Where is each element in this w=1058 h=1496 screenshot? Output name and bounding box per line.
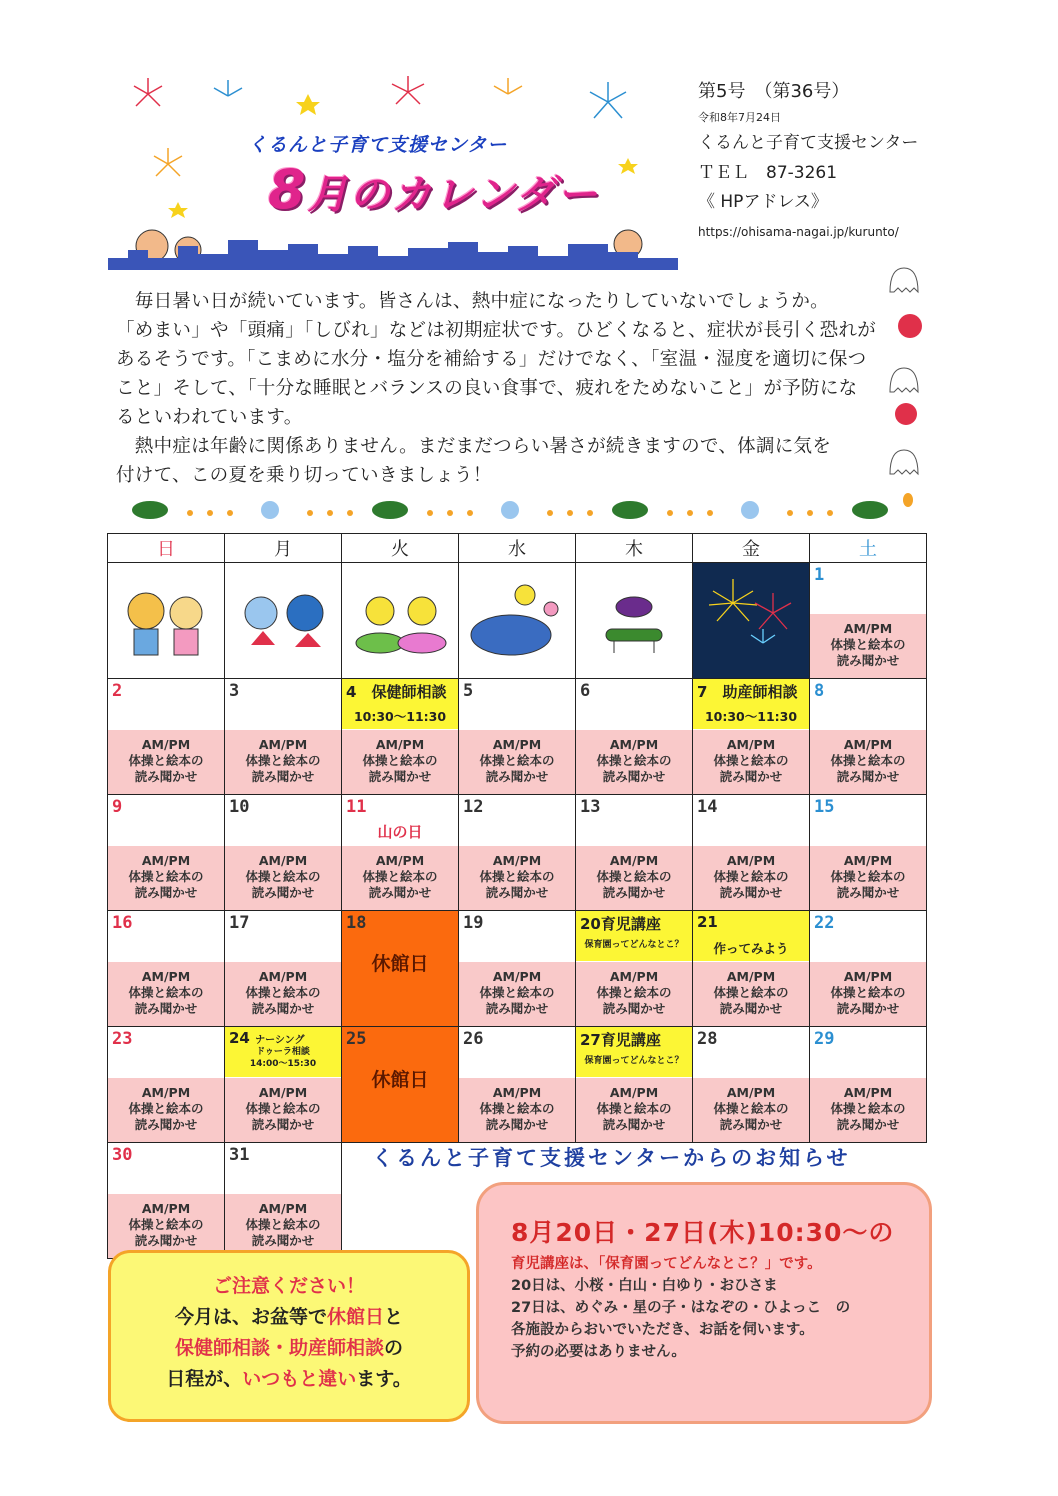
intro-line: こと」そして、「十分な睡眠とバランスの良い食事で、疲れをためないこと」が予防にな (116, 378, 858, 399)
night-fireworks-illustration (693, 563, 809, 678)
header-banner (108, 74, 678, 270)
weekday-thu: 木 (576, 534, 693, 563)
activity-block: AM/PM 体操と絵本の 読み聞かせ (225, 962, 341, 1026)
intro-line: あるそうです。「こまめに水分・塩分を補給する」だけでなく、「室温・湿度を適切に保つ (116, 349, 867, 370)
closed-day: 18 休館日 (342, 911, 458, 1026)
activity-block: AM/PM 体操と絵本の 読み聞かせ (459, 730, 575, 794)
parenting-course-notice: 8月20日・27日(木)10:30～の 育児講座は、「保育園ってどんなとこ？」です。 20日は、小桜・白山・白ゆり・おひさま 27日は、めぐみ・星の子・はなぞの・ひよっこ の 各施設からおいでいただき、お話を伺います。 予約の必要はありません。 (476, 1182, 932, 1424)
activity-block: AM/PM 体操と絵本の 読み聞かせ (108, 846, 224, 910)
eggplant-cucumber-illustration (582, 569, 686, 672)
mouse-penguin-illustration (231, 569, 335, 672)
weekday-mon: 月 (225, 534, 342, 563)
activity-block: AM/PM 体操と絵本の 読み聞かせ (225, 1194, 341, 1258)
illustration-cell (693, 563, 810, 679)
activity-block: AM/PM 体操と絵本の 読み聞かせ (342, 730, 458, 794)
day-cell[interactable]: 6 AM/PM 体操と絵本の 読み聞かせ (576, 679, 693, 795)
activity-block: AM/PM 体操と絵本の 読み聞かせ (576, 962, 692, 1026)
calendar-week (108, 1027, 927, 1143)
calendar-week (108, 679, 927, 795)
day-cell[interactable]: 23 AM/PM 体操と絵本の 読み聞かせ (108, 1027, 225, 1143)
day-cell[interactable]: 14 AM/PM 体操と絵本の 読み聞かせ (693, 795, 810, 911)
activity-block: AM/PM 体操と絵本の 読み聞かせ (108, 962, 224, 1026)
activity-block: AM/PM 体操と絵本の 読み聞かせ (108, 730, 224, 794)
day-cell[interactable]: 22 AM/PM 体操と絵本の 読み聞かせ (810, 911, 927, 1027)
activity-block: AM/PM 体操と絵本の 読み聞かせ (459, 846, 575, 910)
day-cell[interactable] (342, 679, 459, 795)
day-cell[interactable]: 30 AM/PM 体操と絵本の 読み聞かせ (108, 1143, 225, 1259)
weekday-sat: 土 (810, 534, 927, 563)
activity-block: AM/PM 体操と絵本の 読み聞かせ (810, 846, 926, 910)
org-name: くるんと子育て支援センター (698, 132, 919, 153)
weekday-tue: 火 (342, 534, 459, 563)
day-cell[interactable]: 19 AM/PM 体操と絵本の 読み聞かせ (459, 911, 576, 1027)
banner-title (268, 158, 599, 221)
weekday-wed: 水 (459, 534, 576, 563)
event-nurse-consult: 4 保健師相談 10:30～11:30 (342, 679, 458, 729)
day-cell[interactable]: 11 山の日 AM/PM 体操と絵本の 読み聞かせ (342, 795, 459, 911)
caution-line: 今月は、お盆等で休館日と (174, 1306, 404, 1328)
day-cell[interactable] (576, 1027, 693, 1143)
notice-line: 各施設からおいでいただき、お話を伺います。 (511, 1322, 814, 1338)
event-parenting-course: 27育児講座 保育園ってどんなとこ？ (576, 1027, 692, 1077)
activity-block: AM/PM 体操と絵本の 読み聞かせ (693, 846, 809, 910)
caution-line: 保健師相談・助産師相談の (174, 1337, 404, 1359)
closed-day: 25 休館日 (342, 1027, 458, 1142)
chicks-float-illustration (348, 569, 452, 672)
day-cell[interactable]: 17 AM/PM 体操と絵本の 読み聞かせ (225, 911, 342, 1027)
caution-box (108, 1250, 470, 1422)
holiday-label: 山の日 (377, 823, 423, 841)
activity-block: AM/PM 体操と絵本の 読み聞かせ (810, 730, 926, 794)
activity-block: AM/PM 体操と絵本の 読み聞かせ (576, 730, 692, 794)
illustration-cell (108, 563, 225, 679)
activity-block: AM/PM 体操と絵本の 読み聞かせ (225, 846, 341, 910)
calendar-week (108, 795, 927, 911)
day-cell[interactable]: 8 AM/PM 体操と絵本の 読み聞かせ (810, 679, 927, 795)
bear-cat-illustration (114, 569, 218, 672)
day-cell[interactable]: 9 AM/PM 体操と絵本の 読み聞かせ (108, 795, 225, 911)
banner-title-number: 8 (268, 158, 308, 221)
day-cell[interactable]: 12 AM/PM 体操と絵本の 読み聞かせ (459, 795, 576, 911)
activity-block: AM/PM 体操と絵本の 読み聞かせ (693, 730, 809, 794)
issue-number: 第5号 （第36号） (698, 81, 850, 102)
calendar-week (108, 911, 927, 1027)
course-date-heading: 8月20日・27日(木)10:30～の (511, 1218, 895, 1247)
event-crafts: 21 作ってみよう (693, 911, 809, 961)
org-tel: ＴＥＬ 87-3261 (698, 162, 838, 183)
caution-title: ご注意ください！ (212, 1275, 365, 1297)
notice-line: 予約の必要はありません。 (511, 1344, 686, 1360)
notice-heading: くるんと子育て支援センターからのお知らせ (372, 1146, 851, 1170)
activity-block: AM/PM 体操と絵本の 読み聞かせ (459, 962, 575, 1026)
hp-label: 《 HPアドレス》 (698, 192, 828, 213)
event-parenting-course: 20育児講座 保育園ってどんなとこ？ (576, 911, 692, 961)
activity-block: AM/PM 体操と絵本の 読み聞かせ (576, 1078, 692, 1142)
weekday-fri: 金 (693, 534, 810, 563)
day-cell[interactable]: 10 AM/PM 体操と絵本の 読み聞かせ (225, 795, 342, 911)
day-cell[interactable] (225, 1027, 342, 1143)
illustration-cell (225, 563, 342, 679)
day-cell[interactable]: 28 AM/PM 体操と絵本の 読み聞かせ (693, 1027, 810, 1143)
intro-line: 毎日暑い日が続いています。皆さんは、熱中症になったりしていないでしょうか。 (116, 291, 829, 312)
day-cell[interactable]: 31 AM/PM 体操と絵本の 読み聞かせ (225, 1143, 342, 1259)
notice-line: 27日は、めぐみ・星の子・はなぞの・ひよっこ の (511, 1300, 851, 1316)
activity-block: AM/PM 体操と絵本の 読み聞かせ (810, 1078, 926, 1142)
illustration-cell (576, 563, 693, 679)
day-cell[interactable]: 26 AM/PM 体操と絵本の 読み聞かせ (459, 1027, 576, 1143)
day-cell[interactable]: 15 AM/PM 体操と絵本の 読み聞かせ (810, 795, 927, 911)
day-cell[interactable]: 2 AM/PM 体操と絵本の 読み聞かせ (108, 679, 225, 795)
intro-line: 「めまい」や「頭痛」「しびれ」などは初期症状です。ひどくなると、症状が長引く恐れが (116, 320, 877, 341)
activity-block: AM/PM 体操と絵本の 読み聞かせ (225, 730, 341, 794)
activity-block: AM/PM 体操と絵本の 読み聞かせ (108, 1078, 224, 1142)
activity-block: AM/PM 体操と絵本の 読み聞かせ (693, 962, 809, 1026)
city-skyline (108, 236, 678, 270)
weekday-sun: 日 (108, 534, 225, 563)
weekday-header (108, 534, 927, 563)
event-doula-consult: 24 ナーシング ドゥーラ相談 14:00～15:30 (225, 1027, 341, 1077)
day-cell[interactable]: 3 AM/PM 体操と絵本の 読み聞かせ (225, 679, 342, 795)
day-cell[interactable] (342, 1027, 459, 1143)
day-cell[interactable] (693, 679, 810, 795)
intro-line: 付けて、この夏を乗り切っていきましょう！ (116, 465, 492, 486)
day-cell[interactable]: 13 AM/PM 体操と絵本の 読み聞かせ (576, 795, 693, 911)
day-cell[interactable] (693, 911, 810, 1027)
notice-line: 20日は、小桜・白山・白ゆり・おひさま (511, 1278, 778, 1294)
banner-center-name: くるんと子育て支援センター (248, 134, 508, 156)
intro-line: 熱中症は年齢に関係ありません。まだまだつらい暑さが続きますので、体調に気を (116, 436, 832, 457)
issue-info (698, 76, 998, 243)
activity-block: AM/PM 体操と絵本の 読み聞かせ (342, 846, 458, 910)
caution-line: 日程が、いつもと違います。 (166, 1368, 412, 1390)
issue-date: 令和8年7月24日 (698, 110, 781, 124)
day-cell[interactable]: 29 AM/PM 体操と絵本の 読み聞かせ (810, 1027, 927, 1143)
day-cell[interactable] (810, 563, 927, 679)
whale-illustration (465, 569, 569, 672)
banner-title-text: 月のカレンダー (307, 172, 599, 218)
intro-text (116, 287, 886, 490)
illustration-cell (342, 563, 459, 679)
day-cell[interactable] (342, 911, 459, 1027)
activity-block: AM/PM 体操と絵本の 読み聞かせ (225, 1078, 341, 1142)
day-cell[interactable]: 5 AM/PM 体操と絵本の 読み聞かせ (459, 679, 576, 795)
calendar-week (108, 563, 927, 679)
activity-block: AM/PM 体操と絵本の 読み聞かせ (810, 962, 926, 1026)
watermelon-strip-decoration (130, 497, 920, 523)
intro-line: るといわれています。 (116, 407, 303, 428)
event-midwife-consult: 7 助産師相談 10:30～11:30 (693, 679, 809, 729)
activity-block: AM/PM 体操と絵本の 読み聞かせ (459, 1078, 575, 1142)
activity-block: AM/PM 体操と絵本の 読み聞かせ (693, 1078, 809, 1142)
day-number: 1 (814, 565, 825, 585)
activity-block: AM/PM 体操と絵本の 読み聞かせ (810, 614, 926, 678)
activity-block: AM/PM 体操と絵本の 読み聞かせ (108, 1194, 224, 1258)
illustration-cell (459, 563, 576, 679)
activity-block: AM/PM 体操と絵本の 読み聞かせ (576, 846, 692, 910)
day-cell[interactable] (576, 911, 693, 1027)
ghost-decoration-icon (880, 262, 930, 512)
hp-url[interactable]: https://ohisama-nagai.jp/kurunto/ (698, 225, 899, 240)
day-cell[interactable]: 16 AM/PM 体操と絵本の 読み聞かせ (108, 911, 225, 1027)
